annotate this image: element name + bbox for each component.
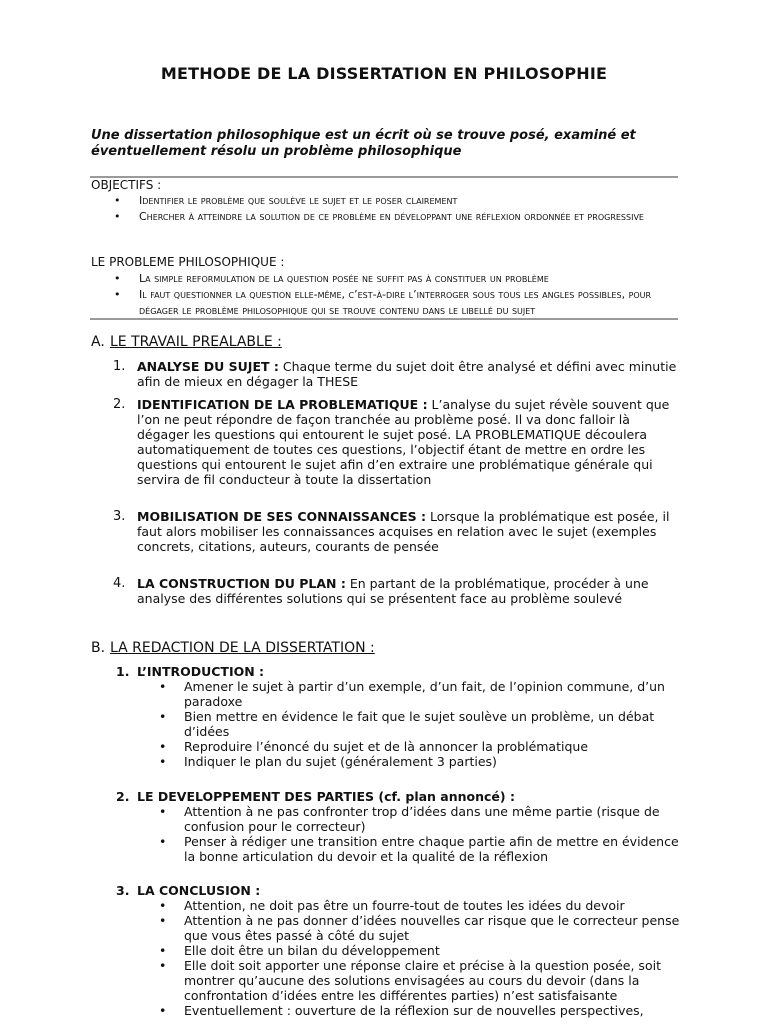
conclusion-block — [91, 883, 691, 1018]
list-item: • Indiquer le plan du sujet (généralement 3 parties) — [159, 754, 497, 769]
bullet-icon: • — [159, 754, 167, 769]
bullet-icon: • — [159, 679, 167, 694]
bullet-icon: • — [159, 739, 167, 754]
page-title: METHODE DE LA DISSERTATION EN PHILOSOPHIE — [160, 64, 608, 83]
bullet-icon: • — [159, 943, 167, 958]
list-item: • Reproduire l’énoncé du sujet et de là annoncer la problématique — [159, 739, 589, 754]
bullet-icon: • — [159, 913, 167, 928]
developpement-block — [91, 789, 691, 864]
list-item: • Amener le sujet à partir d’un exemple, d’un fait, de l’opinion commune, d’un paradoxe — [159, 679, 665, 709]
section-letter: B. — [91, 640, 106, 656]
subsection-heading: 1. L’INTRODUCTION : — [116, 664, 265, 679]
list-item: • Penser à rédiger une transition entre chaque partie afin de mettre en évidence la bonne articulation du devoir et la qualité de la réflexion — [159, 834, 679, 864]
probleme-list — [91, 271, 691, 319]
list-item: • Attention à ne pas confronter trop d’idées dans une même partie (risque de confusion pour le correcteur) — [159, 804, 660, 834]
list-item: • Elle doit être un bilan du développement — [159, 943, 440, 958]
bullet-icon: • — [114, 272, 121, 285]
bullet-icon: • — [159, 834, 167, 849]
section-title: LE TRAVAIL PREALABLE : — [110, 334, 282, 350]
list-item: 2. IDENTIFICATION DE LA PROBLEMATIQUE : L’analyse du sujet révèle souvent que l’on ne peut répondre de façon tranchée au problème posé. Il va donc falloir là dégager les questions qui entourent le sujet posé. LA PROBLEMATIQUE découlera automatiquement de toutes ces questions, l’objectif étant de mettre en ordre les questions qui entourent le sujet afin d’en extraire une problématique générale qui servira de fil conducteur à toute la dissertation — [113, 397, 670, 487]
list-item: • Elle doit soit apporter une réponse claire et précise à la question posée, soit montrer qu’aucune des solutions envisagées au cours du devoir (dans la confrontation d’idées entre les différentes parties) n’est satisfaisante — [159, 958, 661, 1003]
bullet-icon: • — [159, 898, 167, 913]
probleme-heading: LE PROBLEME PHILOSOPHIQUE : — [91, 255, 285, 269]
section-b-heading — [91, 640, 375, 656]
list-item: • La simple reformulation de la question posée ne suffit pas à constituer un problème — [114, 272, 549, 285]
subsection-heading: 2. LE DEVELOPPEMENT DES PARTIES (cf. plan annoncé) : — [116, 789, 515, 804]
list-item: 3. MOBILISATION DE SES CONNAISSANCES : Lorsque la problématique est posée, il faut alors mobiliser les connaissances acquises en relation avec le sujet (exemples concrets, citations, auteurs, courants de pensée — [113, 509, 670, 554]
introduction-block — [91, 664, 691, 769]
bullet-icon: • — [159, 1003, 167, 1018]
list-item: • Bien mettre en évidence le fait que le sujet soulève un problème, un débat d’idées — [159, 709, 655, 739]
bullet-icon: • — [159, 958, 167, 973]
list-item: • Eventuellement : ouverture de la réflexion sur de nouvelles perspectives, — [159, 1003, 644, 1018]
subsection-heading: 3. LA CONCLUSION : — [116, 883, 261, 898]
list-item: 1. ANALYSE DU SUJET : Chaque terme du sujet doit être analysé et défini avec minutie afin de mieux en dégager la THESE — [113, 359, 677, 389]
bullet-icon: • — [114, 194, 121, 207]
bullet-icon: • — [159, 804, 167, 819]
list-item: • Attention à ne pas donner d’idées nouvelles car risque que le correcteur pense que vous êtes passé à côté du sujet — [159, 913, 680, 943]
objectifs-list — [91, 193, 691, 225]
section-a-heading — [91, 334, 282, 350]
section-a-list — [91, 359, 681, 606]
list-item: 4. LA CONSTRUCTION DU PLAN : En partant de la problématique, procéder à une analyse des différentes solutions qui se présentent face au problème soulevé — [113, 576, 649, 606]
objectifs-heading: OBJECTIFS : — [91, 178, 162, 192]
list-item: • Attention, ne doit pas être un fourre-tout de toutes les idées du devoir — [159, 898, 625, 913]
section-letter: A. — [91, 334, 105, 350]
bullet-icon: • — [114, 210, 121, 223]
divider — [90, 318, 678, 320]
section-title: LA REDACTION DE LA DISSERTATION : — [110, 640, 375, 656]
list-item: • Chercher à atteindre la solution de ce problème en développant une réflexion ordonnée et progressive — [114, 210, 644, 223]
bullet-icon: • — [114, 288, 121, 301]
list-item: • Il faut questionner la question elle-même, c’est-à-dire l’interroger sous tous les angles possibles, pour dégager le problème philosophique qui se trouve contenu dans le libellé du sujet — [114, 288, 652, 317]
divider — [90, 176, 678, 178]
bullet-icon: • — [159, 709, 167, 724]
list-item: • Identifier le problème que soulève le sujet et le poser clairement — [114, 194, 458, 207]
intro-paragraph: Une dissertation philosophique est un écrit où se trouve posé, examiné et éventuellement résolu un problème philosophique — [91, 128, 636, 159]
